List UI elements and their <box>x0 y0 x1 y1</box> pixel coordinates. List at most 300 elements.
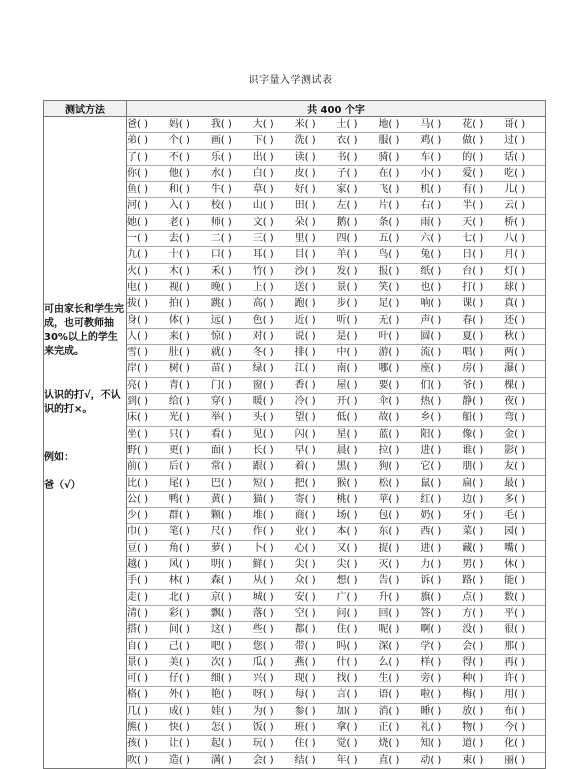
character-cell: 地( ) <box>378 119 400 130</box>
character-cell: 做( ) <box>462 135 484 147</box>
character-cell: 天( ) <box>462 216 484 228</box>
character-cell: 更( ) <box>168 444 190 456</box>
character-cell: 是( ) <box>336 330 358 342</box>
character-cell: 卜( ) <box>252 542 274 554</box>
character-cell: 金( ) <box>504 428 526 440</box>
character-row <box>127 459 545 475</box>
character-cell: 画( ) <box>210 135 232 147</box>
character-cell: 纸( ) <box>420 265 442 277</box>
character-cell: 草( ) <box>252 184 274 196</box>
character-cell: 风( ) <box>168 559 190 571</box>
character-cell: 参( ) <box>294 705 316 717</box>
character-cell: 土( ) <box>336 119 358 130</box>
character-cell: 饭( ) <box>252 721 274 733</box>
character-cell: 蓝( ) <box>378 428 400 440</box>
character-cell: 江( ) <box>294 363 316 375</box>
character-cell: 落( ) <box>252 607 274 619</box>
character-cell: 不( ) <box>168 151 190 163</box>
character-cell: 打( ) <box>462 281 484 293</box>
character-row <box>127 443 545 459</box>
character-cell: 皮( ) <box>294 167 316 179</box>
character-cell: 放( ) <box>462 705 484 717</box>
character-cell: 故( ) <box>378 412 400 424</box>
character-cell: 报( ) <box>378 265 400 277</box>
character-cell: 前( ) <box>127 461 148 473</box>
character-cell: 骑( ) <box>378 151 400 163</box>
character-cell: 男( ) <box>462 559 484 571</box>
character-cell: 唱( ) <box>462 347 484 359</box>
character-cell: 让( ) <box>168 738 190 750</box>
character-cell: 面( ) <box>210 444 232 456</box>
character-cell: 热( ) <box>420 396 442 408</box>
character-cell: 生( ) <box>378 673 400 685</box>
character-cell: 现( ) <box>294 673 316 685</box>
character-cell: 夜( ) <box>504 396 526 408</box>
character-row <box>127 671 545 687</box>
character-cell: 每( ) <box>294 689 316 701</box>
character-cell: 玩( ) <box>252 738 274 750</box>
character-cell: 九( ) <box>127 249 148 261</box>
character-cell: 中( ) <box>336 347 358 359</box>
character-cell: 数( ) <box>504 591 526 603</box>
character-cell: 路( ) <box>462 575 484 587</box>
character-cell: 们( ) <box>420 379 442 391</box>
character-cell: 机( ) <box>420 184 442 196</box>
character-cell: 本( ) <box>336 526 358 538</box>
character-row <box>127 590 545 606</box>
character-cell: 入( ) <box>168 200 190 212</box>
character-cell: 想( ) <box>336 575 358 587</box>
character-cell: 像( ) <box>462 428 484 440</box>
character-cell: 读( ) <box>294 151 316 163</box>
character-cell: 跳( ) <box>210 298 232 310</box>
character-row <box>127 215 545 231</box>
character-cell: 八( ) <box>504 233 526 245</box>
character-cell: 成( ) <box>168 705 190 717</box>
character-row <box>127 557 545 573</box>
character-cell: 星( ) <box>336 428 358 440</box>
character-row <box>127 573 545 589</box>
character-cell: 去( ) <box>168 233 190 245</box>
character-cell: 车( ) <box>420 151 442 163</box>
character-cell: 休( ) <box>504 559 526 571</box>
character-cell: 森( ) <box>210 575 232 587</box>
character-cell: 京( ) <box>210 591 232 603</box>
character-row <box>127 329 545 345</box>
character-cell: 暖( ) <box>252 396 274 408</box>
character-row <box>127 427 545 443</box>
character-cell: 他( ) <box>168 167 190 179</box>
character-cell: 口( ) <box>210 249 232 261</box>
character-cell: 公( ) <box>127 493 148 505</box>
character-cell: 它( ) <box>420 461 442 473</box>
character-cell: 秋( ) <box>504 330 526 342</box>
character-row <box>127 198 545 214</box>
character-cell: 啊( ) <box>420 624 442 636</box>
character-cell: 黑( ) <box>336 461 358 473</box>
character-cell: 长( ) <box>252 444 274 456</box>
character-cell: 结( ) <box>294 754 316 766</box>
character-cell: 些( ) <box>252 624 274 636</box>
character-cell: 鲜( ) <box>252 559 274 571</box>
character-cell: 弟( ) <box>127 135 148 147</box>
character-cell: 苗( ) <box>210 363 232 375</box>
character-cell: 弯( ) <box>504 412 526 424</box>
character-cell: 班( ) <box>294 721 316 733</box>
character-cell: 加( ) <box>336 705 358 717</box>
character-cell: 升( ) <box>378 591 400 603</box>
character-cell: 的( ) <box>462 151 484 163</box>
character-cell: 睡( ) <box>420 705 442 717</box>
character-cell: 回( ) <box>378 607 400 619</box>
character-cell: 爷( ) <box>462 379 484 391</box>
character-cell: 住( ) <box>336 624 358 636</box>
character-row <box>127 313 545 329</box>
character-cell: 两( ) <box>504 347 526 359</box>
character-cell: 亮( ) <box>127 379 148 391</box>
character-cell: 小( ) <box>420 167 442 179</box>
character-cell: 座( ) <box>420 363 442 375</box>
character-cell: 会( ) <box>252 754 274 766</box>
character-grid-rows <box>127 117 545 768</box>
character-cell: 闪( ) <box>294 428 316 440</box>
character-cell: 影( ) <box>504 444 526 456</box>
character-cell: 扁( ) <box>462 477 484 489</box>
instruction-mark: 认识的打√，不认识的打×。 <box>44 390 121 415</box>
character-cell: 丽( ) <box>504 754 526 766</box>
character-cell: 羊( ) <box>336 249 358 261</box>
character-cell: 条( ) <box>378 216 400 228</box>
character-cell: 把( ) <box>294 477 316 489</box>
character-cell: 木( ) <box>168 265 190 277</box>
character-cell: 呀( ) <box>252 689 274 701</box>
character-cell: 红( ) <box>420 493 442 505</box>
character-cell: 了( ) <box>127 151 148 163</box>
character-cell: 没( ) <box>462 624 484 636</box>
character-cell: 身( ) <box>127 314 148 326</box>
character-cell: 朋( ) <box>462 461 484 473</box>
character-cell: 看( ) <box>210 428 232 440</box>
character-cell: 真( ) <box>504 298 526 310</box>
character-cell: 商( ) <box>294 510 316 522</box>
instruction-who: 可由家长和学生完成，也可教师抽 30%以上的学生来完成。 <box>44 304 124 357</box>
character-cell: 捉( ) <box>378 542 400 554</box>
character-cell: 开( ) <box>336 396 358 408</box>
character-cell: 越( ) <box>127 559 148 571</box>
character-cell: 道( ) <box>462 738 484 750</box>
character-cell: 言( ) <box>336 689 358 701</box>
character-cell: 问( ) <box>336 607 358 619</box>
character-row <box>127 117 545 133</box>
character-cell: 她( ) <box>127 216 148 228</box>
character-cell: 儿( ) <box>504 184 526 196</box>
character-cell: 岸( ) <box>127 363 148 375</box>
character-cell: 许( ) <box>504 673 526 685</box>
example-label: 例如： <box>44 452 74 463</box>
character-cell: 萝( ) <box>210 542 232 554</box>
character-cell: 爸( ) <box>127 119 148 130</box>
character-cell: 牙( ) <box>462 510 484 522</box>
character-row <box>127 394 545 410</box>
character-cell: 乐( ) <box>210 151 232 163</box>
character-cell: 能( ) <box>504 575 526 587</box>
character-cell: 水( ) <box>210 167 232 179</box>
character-cell: 年( ) <box>336 754 358 766</box>
character-cell: 七( ) <box>462 233 484 245</box>
character-cell: 美( ) <box>168 656 190 668</box>
character-row <box>127 264 545 280</box>
character-cell: 礼( ) <box>420 721 442 733</box>
character-cell: 住( ) <box>294 738 316 750</box>
character-cell: 早( ) <box>294 444 316 456</box>
character-cell: 业( ) <box>294 526 316 538</box>
character-row <box>127 476 545 492</box>
character-cell: 人( ) <box>127 330 148 342</box>
character-cell: 灯( ) <box>504 265 526 277</box>
test-table <box>43 100 546 769</box>
character-cell: 明( ) <box>210 559 232 571</box>
character-cell: 造( ) <box>168 754 190 766</box>
character-cell: 老( ) <box>168 216 190 228</box>
character-cell: 就( ) <box>210 347 232 359</box>
character-cell: 快( ) <box>168 721 190 733</box>
character-cell: 校( ) <box>210 200 232 212</box>
character-cell: 鸭( ) <box>168 493 190 505</box>
character-cell: 呢( ) <box>378 624 400 636</box>
character-cell: 乡( ) <box>420 412 442 424</box>
character-row <box>127 296 545 312</box>
header-method: 测试方法 <box>44 101 127 117</box>
character-cell: 飞( ) <box>378 184 400 196</box>
character-cell: 笔( ) <box>168 526 190 538</box>
character-cell: 清( ) <box>127 607 148 619</box>
character-cell: 低( ) <box>336 412 358 424</box>
character-cell: 外( ) <box>168 689 190 701</box>
character-cell: 这( ) <box>210 624 232 636</box>
character-cell: 晨( ) <box>336 444 358 456</box>
character-row <box>127 182 545 198</box>
character-cell: 场( ) <box>336 510 358 522</box>
character-cell: 跟( ) <box>252 461 274 473</box>
character-cell: 月( ) <box>504 249 526 261</box>
character-cell: 群( ) <box>168 510 190 522</box>
character-cell: 子( ) <box>336 167 358 179</box>
character-cell: 肚( ) <box>168 347 190 359</box>
character-cell: 鼠( ) <box>420 477 442 489</box>
character-cell: 包( ) <box>378 510 400 522</box>
character-cell: 谁( ) <box>462 444 484 456</box>
character-cell: 园( ) <box>504 526 526 538</box>
character-cell: 朵( ) <box>294 216 316 228</box>
character-cell: 拉( ) <box>378 444 400 456</box>
character-cell: 堆( ) <box>252 510 274 522</box>
character-cell: 船( ) <box>462 412 484 424</box>
character-cell: 拿( ) <box>336 721 358 733</box>
example-item: 爸（√） <box>44 480 81 491</box>
character-cell: 青( ) <box>168 379 190 391</box>
character-cell: 见( ) <box>252 428 274 440</box>
character-cell: 熊( ) <box>127 721 148 733</box>
character-cell: 出( ) <box>252 151 274 163</box>
character-cell: 少( ) <box>127 510 148 522</box>
character-cell: 惊( ) <box>210 330 232 342</box>
character-cell: 床( ) <box>127 412 148 424</box>
character-cell: 束( ) <box>462 754 484 766</box>
character-cell: 怎( ) <box>210 721 232 733</box>
character-cell: 房( ) <box>462 363 484 375</box>
character-cell: 排( ) <box>294 347 316 359</box>
character-cell: 用( ) <box>504 689 526 701</box>
character-cell: 左( ) <box>336 200 358 212</box>
character-cell: 景( ) <box>336 281 358 293</box>
character-cell: 雨( ) <box>420 216 442 228</box>
character-cell: 间( ) <box>168 624 190 636</box>
character-cell: 光( ) <box>168 412 190 424</box>
character-cell: 洗( ) <box>294 135 316 147</box>
character-cell: 毛( ) <box>504 510 526 522</box>
character-row <box>127 280 545 296</box>
character-cell: 黄( ) <box>210 493 232 505</box>
character-cell: 诉( ) <box>420 575 442 587</box>
character-cell: 布( ) <box>504 705 526 717</box>
character-cell: 旁( ) <box>420 673 442 685</box>
character-cell: 鹅( ) <box>336 216 358 228</box>
character-cell: 吧( ) <box>210 640 232 652</box>
character-cell: 禾( ) <box>210 265 232 277</box>
character-cell: 多( ) <box>504 493 526 505</box>
character-cell: 视( ) <box>168 281 190 293</box>
character-cell: 无( ) <box>378 314 400 326</box>
character-cell: 消( ) <box>378 705 400 717</box>
character-cell: 景( ) <box>127 656 148 668</box>
character-cell: 么( ) <box>378 656 400 668</box>
character-row <box>127 622 545 638</box>
character-row <box>127 704 545 720</box>
character-row <box>127 247 545 263</box>
character-cell: 文( ) <box>252 216 274 228</box>
character-cell: 心( ) <box>294 542 316 554</box>
character-cell: 有( ) <box>462 184 484 196</box>
character-cell: 奶( ) <box>420 510 442 522</box>
character-cell: 南( ) <box>336 363 358 375</box>
character-cell: 常( ) <box>210 461 232 473</box>
character-cell: 力( ) <box>420 559 442 571</box>
character-cell: 知( ) <box>420 738 442 750</box>
character-cell: 个( ) <box>168 135 190 147</box>
character-cell: 尖( ) <box>294 559 316 571</box>
character-cell: 好( ) <box>294 184 316 196</box>
character-row <box>127 524 545 540</box>
character-cell: 伞( ) <box>378 396 400 408</box>
character-cell: 到( ) <box>127 396 148 408</box>
character-row <box>127 492 545 508</box>
character-cell: 听( ) <box>336 314 358 326</box>
character-cell: 冬( ) <box>252 347 274 359</box>
character-cell: 语( ) <box>378 689 400 701</box>
character-cell: 短( ) <box>252 477 274 489</box>
character-cell: 过( ) <box>504 135 526 147</box>
character-cell: 我( ) <box>210 119 232 130</box>
character-cell: 跑( ) <box>294 298 316 310</box>
character-cell: 寄( ) <box>294 493 316 505</box>
character-cell: 物( ) <box>462 721 484 733</box>
character-cell: 话( ) <box>504 151 526 163</box>
character-cell: 声( ) <box>420 314 442 326</box>
character-cell: 坐( ) <box>127 428 148 440</box>
character-cell: 样( ) <box>420 656 442 668</box>
character-cell: 手( ) <box>127 575 148 587</box>
character-row <box>127 231 545 247</box>
character-cell: 西( ) <box>420 526 442 538</box>
character-cell: 彩( ) <box>168 607 190 619</box>
character-cell: 猫( ) <box>252 493 274 505</box>
character-cell: 足( ) <box>378 298 400 310</box>
character-cell: 河( ) <box>127 200 148 212</box>
character-cell: 得( ) <box>462 656 484 668</box>
character-cell: 瀑( ) <box>504 363 526 375</box>
character-cell: 云( ) <box>504 200 526 212</box>
character-cell: 那( ) <box>504 640 526 652</box>
character-cell: 二( ) <box>210 233 232 245</box>
character-cell: 课( ) <box>462 298 484 310</box>
character-cell: 藏( ) <box>462 542 484 554</box>
character-cell: 牛( ) <box>210 184 232 196</box>
character-cell: 北( ) <box>168 591 190 603</box>
character-cell: 吃( ) <box>504 167 526 179</box>
character-cell: 又( ) <box>336 542 358 554</box>
character-row <box>127 655 545 671</box>
character-cell: 方( ) <box>462 607 484 619</box>
character-cell: 一( ) <box>127 233 148 245</box>
character-cell: 高( ) <box>252 298 274 310</box>
character-cell: 哥( ) <box>504 119 526 130</box>
character-cell: 正( ) <box>378 721 400 733</box>
character-cell: 比( ) <box>127 477 148 489</box>
character-cell: 尖( ) <box>336 559 358 571</box>
character-cell: 点( ) <box>462 591 484 603</box>
character-row <box>127 150 545 166</box>
character-cell: 边( ) <box>462 493 484 505</box>
character-cell: 叶( ) <box>378 330 400 342</box>
character-cell: 举( ) <box>210 412 232 424</box>
character-cell: 觉( ) <box>336 738 358 750</box>
character-cell: 桥( ) <box>504 216 526 228</box>
character-cell: 在( ) <box>378 167 400 179</box>
character-cell: 右( ) <box>420 200 442 212</box>
character-cell: 再( ) <box>504 656 526 668</box>
character-cell: 远( ) <box>210 314 232 326</box>
character-grid <box>127 117 546 769</box>
character-row <box>127 508 545 524</box>
character-row <box>127 345 545 361</box>
character-cell: 衣( ) <box>336 135 358 147</box>
character-cell: 也( ) <box>420 281 442 293</box>
character-cell: 进( ) <box>420 542 442 554</box>
character-cell: 梅( ) <box>462 689 484 701</box>
character-cell: 耳( ) <box>252 249 274 261</box>
character-row <box>127 378 545 394</box>
character-cell: 爱( ) <box>462 167 484 179</box>
character-cell: 狗( ) <box>378 461 400 473</box>
character-cell: 飘( ) <box>210 607 232 619</box>
character-cell: 日( ) <box>462 249 484 261</box>
character-cell: 目( ) <box>294 249 316 261</box>
character-cell: 冷( ) <box>294 396 316 408</box>
character-cell: 空( ) <box>294 607 316 619</box>
character-cell: 走( ) <box>127 591 148 603</box>
character-cell: 自( ) <box>127 640 148 652</box>
character-cell: 答( ) <box>420 607 442 619</box>
